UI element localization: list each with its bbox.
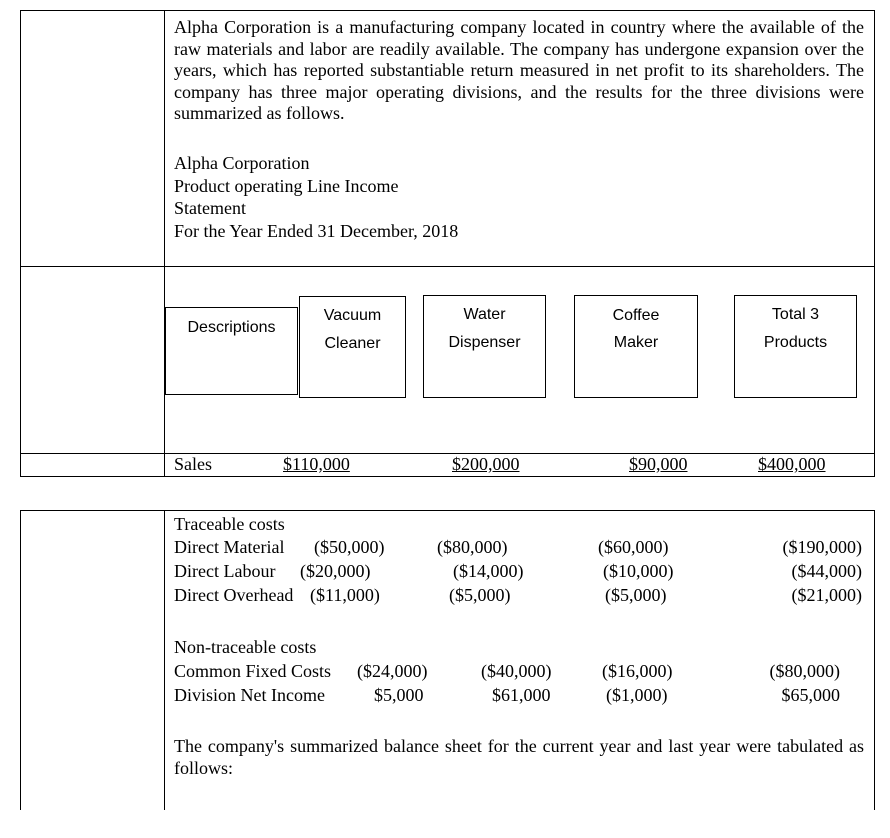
dl-total: ($44,000) (791, 561, 862, 581)
dni-label: Division Net Income (174, 685, 325, 705)
header-vacuum-cleaner: Vacuum Cleaner (299, 296, 406, 398)
header-descriptions: Descriptions (165, 307, 298, 395)
dm-vacuum: ($50,000) (314, 537, 385, 557)
sales-coffee: $90,000 (629, 454, 688, 474)
statement-name: Product operating Line Income (174, 176, 399, 196)
do-total: ($21,000) (791, 585, 862, 605)
sales-vacuum: $110,000 (283, 454, 350, 474)
cfc-vacuum: ($24,000) (357, 661, 428, 681)
intro-paragraph: Alpha Corporation is a manufacturing company located in country where the available of the raw materials and labor are readily available. The company has undergone expansion over the years, which has reported substantiable return measured in net profit to its shareholders. The company has three major operating divisions, and the results for the three divisions were summarized as follows. (174, 17, 864, 123)
dl-coffee: ($10,000) (603, 561, 674, 581)
statement-name-cont: Statement (174, 198, 246, 218)
closing-paragraph: The company's summarized balance sheet for the current year and last year were tabulated as follows: (174, 736, 864, 778)
traceable-heading: Traceable costs (174, 514, 285, 534)
dni-coffee: ($1,000) (606, 685, 668, 705)
sales-water: $200,000 (452, 454, 520, 474)
dm-water: ($80,000) (437, 537, 508, 557)
cfc-coffee: ($16,000) (602, 661, 673, 681)
cfc-water: ($40,000) (481, 661, 552, 681)
dni-total: $65,000 (781, 685, 840, 705)
header-total-products: Total 3 Products (734, 295, 857, 398)
cfc-label: Common Fixed Costs (174, 661, 332, 681)
dm-label: Direct Material (174, 537, 285, 557)
dl-water: ($14,000) (453, 561, 524, 581)
dl-vacuum: ($20,000) (300, 561, 371, 581)
dl-label: Direct Labour (174, 561, 276, 581)
dm-total: ($190,000) (782, 537, 862, 557)
non-traceable-heading: Non-traceable costs (174, 637, 317, 657)
do-label: Direct Overhead (174, 585, 294, 605)
sales-label: Sales (174, 454, 212, 474)
header-water-dispenser: Water Dispenser (423, 295, 546, 398)
do-water: ($5,000) (449, 585, 511, 605)
cfc-total: ($80,000) (769, 661, 840, 681)
header-coffee-maker: Coffee Maker (574, 295, 698, 398)
do-vacuum: ($11,000) (310, 585, 380, 605)
do-coffee: ($5,000) (605, 585, 667, 605)
dm-coffee: ($60,000) (598, 537, 669, 557)
dni-water: $61,000 (492, 685, 551, 705)
sales-total: $400,000 (758, 454, 826, 474)
statement-company: Alpha Corporation (174, 153, 310, 173)
statement-period: For the Year Ended 31 December, 2018 (174, 221, 459, 241)
dni-vacuum: $5,000 (374, 685, 424, 705)
